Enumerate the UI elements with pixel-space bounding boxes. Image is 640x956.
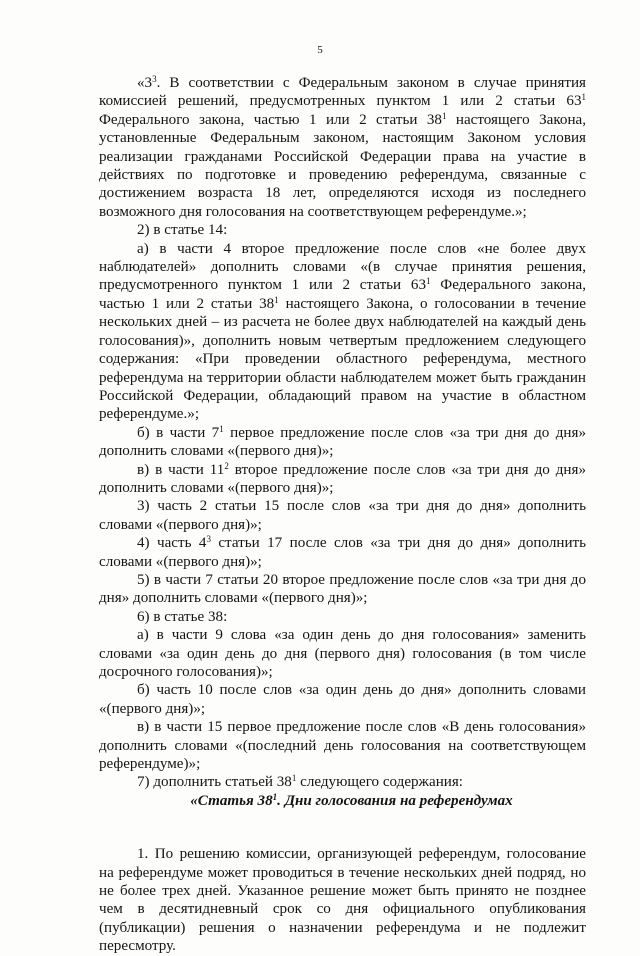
paragraph: [99, 497, 586, 534]
paragraph: [99, 608, 586, 626]
page-number: 5: [317, 44, 323, 56]
superscript: 1: [219, 423, 224, 434]
superscript: 2: [224, 460, 229, 471]
superscript: 1: [291, 773, 297, 784]
text-run: «Статья 38: [190, 792, 273, 809]
text-run: Федерального закона, частью 1 или 2 статьи 38: [99, 111, 442, 128]
superscript: 1: [274, 294, 279, 305]
superscript: 1: [272, 791, 278, 802]
paragraph: [99, 571, 586, 608]
document-body: [99, 74, 586, 956]
text-run: 6) в статье 38:: [137, 608, 228, 625]
paragraph: [99, 773, 586, 791]
text-run: а) в части 9 слова «за один день до дня голосования» заменить словами «за один день до дня (первого дня) голосования (в том числе досрочного голосования)»;: [99, 627, 586, 680]
superscript: 3: [206, 534, 211, 545]
text-run: б) в части 7: [137, 424, 220, 441]
text-run: первое предложение после слов «за три дня до дня» дополнить словами «(первого дня)»;: [99, 424, 586, 460]
text-run: в) в части 15 первое предложение после слов «В день голосования» дополнить словами «(последний день голосования на соответствующем референдуме)»;: [99, 719, 586, 773]
text-run: . В соответствии с Федеральным законом в случае принятия комиссией решений, предусмотренных пунктом 1 или 2 статьи 63: [99, 75, 586, 110]
article-heading: [99, 792, 586, 810]
superscript: 3: [152, 74, 157, 84]
paragraph: [99, 461, 586, 498]
text-run: настоящего Закона, установленные Федеральным законом, настоящим Законом условия реализации гражданами Российской Федерации права на участие в действиях по подготовке и проведению референдума, связанные с достижением возраста 18 лет, определяются исходя из последнего возможного дня голосования на соответствующем референдуме.»;: [99, 111, 586, 220]
text-run: второе предложение после слов «за три дня до дня» дополнить словами «(первого дня)»;: [99, 461, 586, 496]
text-run: статьи 17 после слов «за три дня до дня» дополнить словами «(первого дня)»;: [99, 535, 586, 570]
paragraph: [99, 718, 586, 773]
article-paragraph: 1. По решению комиссии, организующей референдум, голосование на референдуме может проводиться в течение нескольких дней подряд, но не более трех дней. Указанное решение может быть принято не позднее чем в десятидневный срок со дня официального опубликования (публикации) решения о назначении референдума и не подлежит пересмотру.: [99, 846, 586, 955]
paragraph: [99, 221, 586, 239]
amendment-list: [99, 74, 586, 792]
text-run: 7) дополнить статьей 38: [137, 774, 292, 791]
text-run: 3) часть 2 статьи 15 после слов «за три дня до дня» дополнить словами «(первого дня)»;: [99, 498, 586, 533]
text-run: . Дни голосования на референдумах: [277, 792, 513, 809]
text-run: настоящего Закона, о голосовании в течение нескольких дней – из расчета не более двух наблюдателей на каждый день голосования)», дополнить новым четвертым предложением следующего содержания: «При проведении областного референдума, местного референдума на территории области наблюдателем может быть гражданин Российской Федерации, обладающий правом на участие в областном референдуме.»;: [99, 295, 586, 423]
paragraph: [99, 626, 586, 681]
text-run: 5) в части 7 статьи 20 второе предложение после слов «за три дня до дня» дополнить словами «(первого дня)»;: [99, 571, 586, 607]
text-run: следующего содержания:: [296, 774, 463, 791]
paragraph: [99, 240, 586, 424]
paragraph: [99, 424, 586, 461]
paragraph: [99, 534, 586, 571]
text-run: 2) в статье 14:: [137, 222, 228, 239]
text-run: б) часть 10 после слов «за один день до дня» дополнить словами «(первого дня)»;: [99, 682, 586, 717]
text-run: в) в части 11: [137, 461, 225, 478]
text-run: 4) часть 4: [137, 535, 207, 552]
superscript: 1: [441, 110, 447, 121]
text-run: а) в части 4 второе предложение после слов «не более двух наблюдателей» дополнить словами «(в случае принятия решения, предусмотренного пунктом 1 или 2 статьи 63: [99, 240, 586, 294]
superscript: 1: [581, 92, 586, 103]
superscript: 1: [426, 276, 431, 287]
paragraph: [99, 681, 586, 718]
paragraph: [99, 74, 586, 221]
text-run: «3: [137, 75, 153, 91]
text-run: Федерального закона, частью 1 или 2 статьи 38: [99, 277, 586, 312]
